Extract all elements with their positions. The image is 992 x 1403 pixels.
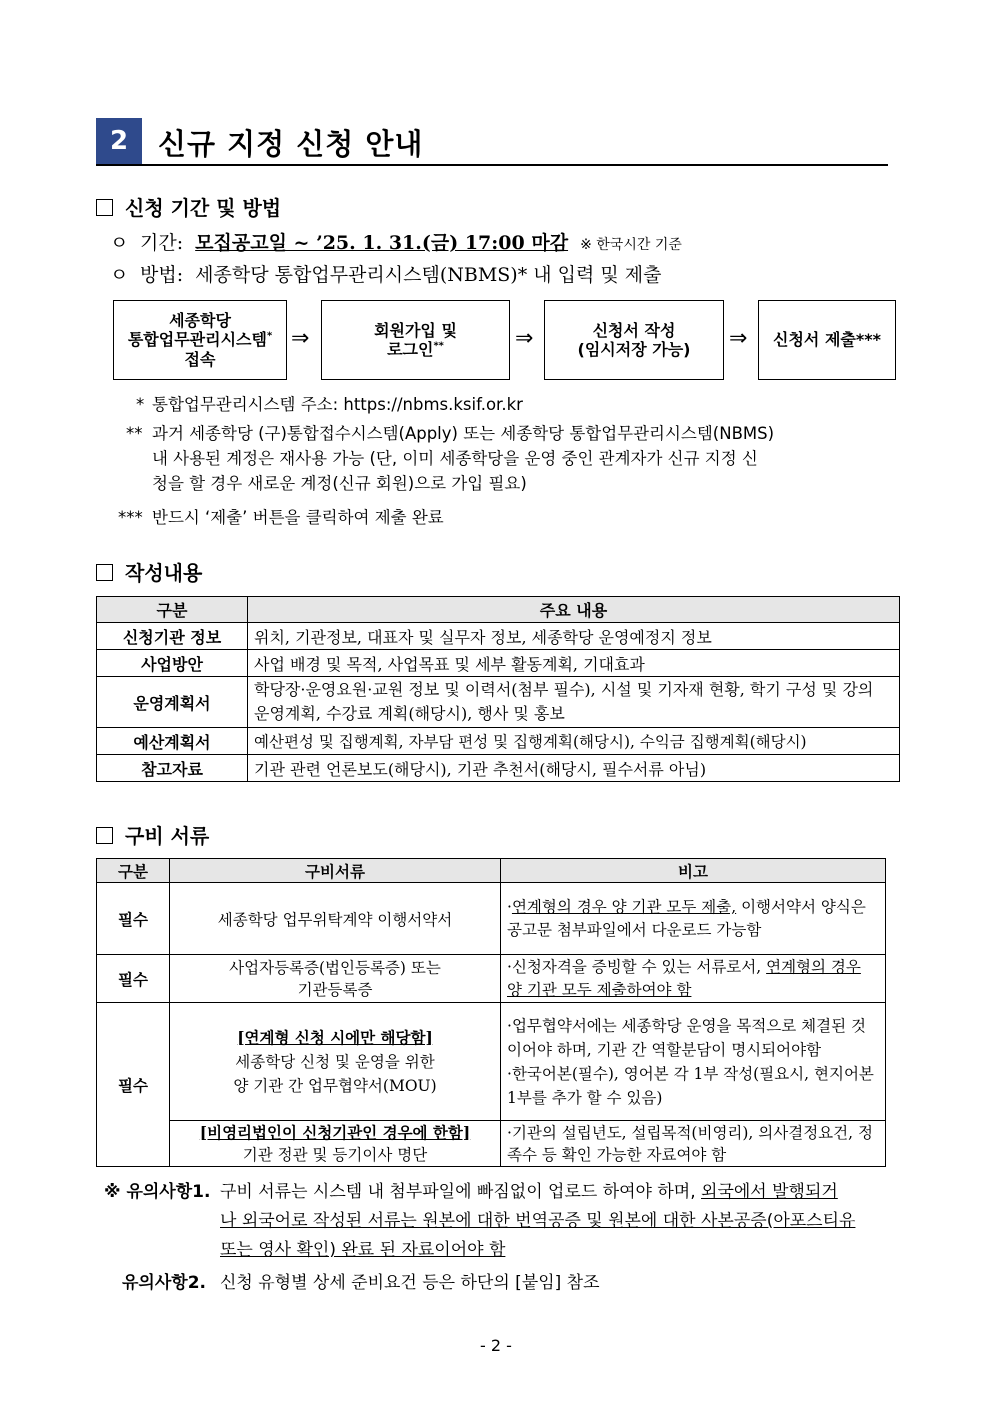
section-divider	[96, 164, 888, 166]
note-3: *** 반드시 ‘제출’ 버튼을 클릭하여 제출 완료	[118, 508, 444, 527]
period-line: ㅇ 기간: 모집공고일 ~ ’25. 1. 31.(금) 17:00 마감 ※ 한국시간 기준	[110, 232, 682, 254]
note-1: * 통합업무관리시스템 주소: https://nbms.ksif.or.kr	[136, 395, 523, 414]
flow-arrow-1: ⇒	[291, 326, 310, 351]
period-value: 모집공고일 ~ ’25. 1. 31.(금) 17:00 마감	[195, 232, 569, 254]
period-note: ※ 한국시간 기준	[580, 237, 682, 253]
subheading-content: 작성내용	[96, 557, 202, 586]
table-row: 운영계획서 학당장·운영요원·교원 정보 및 이력서(첨부 필수), 시설 및 기자재 현황, 학기 구성 및 강의 운영계획, 수강료 계획(해당시), 행사 및 홍보	[97, 677, 900, 728]
caution-1: ※ 유의사항1. 구비 서류는 시스템 내 첨부파일에 빠짐없이 업로드 하여야 하며, 외국에서 발행되거 나 외국어로 작성된 서류는 원본에 대한 번역공증 및 원본에 대한 사본공증(아포스티유 또는 영사 확인) 완료 된 자료이어야 함	[104, 1182, 856, 1260]
checkbox-square-icon	[96, 564, 113, 581]
table-row: 예산계획서 예산편성 및 집행계획, 자부담 편성 및 집행계획(해당시), 수익금 집행계획(해당시)	[97, 728, 900, 755]
flow-arrow-3: ⇒	[729, 326, 748, 351]
checkbox-square-icon	[96, 827, 113, 844]
flow-step-submit: 신청서 제출***	[758, 300, 896, 380]
col-header-docs: 구비서류	[170, 859, 501, 883]
flow-step-write: 신청서 작성 (임시저장 가능)	[544, 300, 724, 380]
table-row: 참고자료 기관 관련 언론보도(해당시), 기관 추천서(해당시, 필수서류 아님)	[97, 755, 900, 782]
table-row: 필수 사업자등록증(법인등록증) 또는 기관등록증 ·신청자격을 증빙할 수 있는 서류로서, 연계형의 경우 양 기관 모두 제출하여야 함	[97, 955, 886, 1003]
table-row: 사업방안 사업 배경 및 목적, 사업목표 및 세부 활동계획, 기대효과	[97, 650, 900, 677]
page-number: - 2 -	[480, 1336, 512, 1355]
col-header-category: 구분	[97, 859, 170, 883]
table-row: 신청기관 정보 위치, 기관정보, 대표자 및 실무자 정보, 세종학당 운영예정지 정보	[97, 623, 900, 650]
method-line: ㅇ 방법: 세종학당 통합업무관리시스템(NBMS)* 내 입력 및 제출	[110, 264, 662, 286]
col-header-main: 주요 내용	[248, 597, 900, 623]
col-header-category: 구분	[97, 597, 248, 623]
subheading-period-method: 신청 기간 및 방법	[96, 192, 281, 221]
flow-arrow-2: ⇒	[515, 326, 534, 351]
flow-step-signup: 회원가입 및 로그인**	[321, 300, 510, 380]
section-title: 신규 지정 신청 안내	[158, 127, 424, 161]
docs-table	[96, 858, 886, 1167]
table-row: 필수 [연계형 신청 시에만 해당함] 세종학당 신청 및 운영을 위한 양 기관 간 업무협약서(MOU) ·업무협약서에는 세종학당 운영을 목적으로 체결된 것이어야 하며, 기관 간 역할분담이 명시되어야함 ·한국어본(필수), 영어본 각 1부 작성(필요시, 현지어본 1부를 추가 할 수 있음)	[97, 1003, 886, 1121]
flow-step-access: 세종학당 통합업무관리시스템* 접속	[113, 300, 287, 380]
subheading-docs: 구비 서류	[96, 820, 209, 849]
table-row: [비영리법인이 신청기관인 경우에 한함] 기관 정관 및 등기이사 명단 ·기관의 설립년도, 설립목적(비영리), 의사결정요건, 정족수 등 확인 가능한 자료여야 함	[97, 1121, 886, 1167]
content-table	[96, 596, 900, 782]
note-2: ** 과거 세종학당 (구)통합접수시스템(Apply) 또는 세종학당 통합업무관리시스템(NBMS) 내 사용된 계정은 재사용 가능 (단, 이미 세종학당을 운영 중인 관계자가 신규 지정 신 청을 할 경우 새로운 계정(신규 회원)으로 가입 필요)	[126, 424, 775, 493]
col-header-remarks: 비고	[501, 859, 886, 883]
caution-2: 유의사항2. 신청 유형별 상세 준비요건 등은 하단의 [붙임] 참조	[122, 1273, 600, 1293]
section-number: 2	[96, 118, 142, 164]
table-row: 필수 세종학당 업무위탁계약 이행서약서 ·연계형의 경우 양 기관 모두 제출, 이행서약서 양식은 공고문 첨부파일에서 다운로드 가능함	[97, 883, 886, 955]
checkbox-square-icon	[96, 199, 113, 216]
